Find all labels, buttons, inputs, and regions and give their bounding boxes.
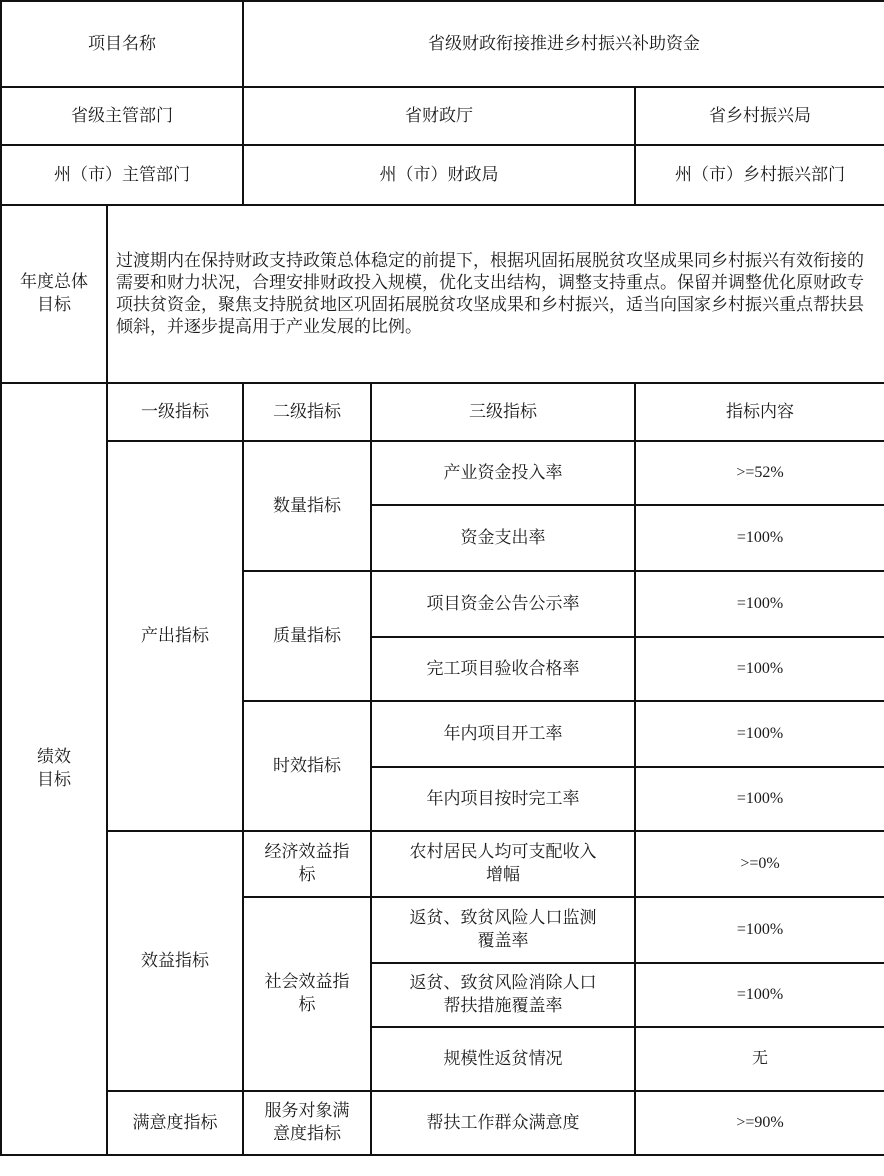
col-level3-header: 三级指标 bbox=[371, 383, 635, 441]
col-content-header: 指标内容 bbox=[635, 383, 884, 441]
timeliness-indicator-label: 时效指标 bbox=[243, 701, 371, 831]
provincial-dept-rural: 省乡村振兴局 bbox=[635, 87, 884, 145]
provincial-dept-label: 省级主管部门 bbox=[1, 87, 243, 145]
col-level2-header: 二级指标 bbox=[243, 383, 371, 441]
economic-benefit-label: 经济效益指 标 bbox=[243, 831, 371, 897]
indicator-value: >=52% bbox=[635, 441, 884, 505]
provincial-dept-finance: 省财政厅 bbox=[243, 87, 635, 145]
indicator-name: 规模性返贫情况 bbox=[371, 1027, 635, 1091]
indicator-value: =100% bbox=[635, 637, 884, 701]
annual-goal-text: 过渡期内在保持财政支持政策总体稳定的前提下，根据巩固拓展脱贫攻坚成果同乡村振兴有效衔接的需要和财力状况，合理安排财政投入规模，优化支出结构，调整支持重点。保留并调整优化原财政专项扶贫资金，聚焦支持脱贫地区巩固拓展脱贫攻坚成果和乡村振兴，适当向国家乡村振兴重点帮扶县倾斜，并逐步提高用于产业发展的比例。 bbox=[107, 205, 884, 383]
indicator-value: =100% bbox=[635, 571, 884, 637]
indicator-value: >=0% bbox=[635, 831, 884, 897]
indicator-name: 农村居民人均可支配收入 增幅 bbox=[371, 831, 635, 897]
indicator-name: 资金支出率 bbox=[371, 505, 635, 571]
indicator-name: 项目资金公告公示率 bbox=[371, 571, 635, 637]
satisfaction-indicator-label: 满意度指标 bbox=[107, 1091, 243, 1155]
performance-goal-label: 绩效 目标 bbox=[1, 383, 107, 1155]
indicator-name: 返贫、致贫风险消除人口 帮扶措施覆盖率 bbox=[371, 963, 635, 1027]
indicator-name: 年内项目开工率 bbox=[371, 701, 635, 767]
indicator-name: 年内项目按时完工率 bbox=[371, 767, 635, 831]
indicator-value: =100% bbox=[635, 897, 884, 963]
prefecture-dept-label: 州（市）主管部门 bbox=[1, 145, 243, 205]
indicator-value: =100% bbox=[635, 701, 884, 767]
indicator-value: =100% bbox=[635, 767, 884, 831]
indicator-name: 帮扶工作群众满意度 bbox=[371, 1091, 635, 1155]
col-level1-header: 一级指标 bbox=[107, 383, 243, 441]
indicator-name: 完工项目验收合格率 bbox=[371, 637, 635, 701]
project-name-value: 省级财政衔接推进乡村振兴补助资金 bbox=[243, 1, 884, 87]
indicator-value: >=90% bbox=[635, 1091, 884, 1155]
benefit-indicator-label: 效益指标 bbox=[107, 831, 243, 1091]
annual-goal-label: 年度总体 目标 bbox=[1, 205, 107, 383]
indicator-value: 无 bbox=[635, 1027, 884, 1091]
service-satisfaction-label: 服务对象满 意度指标 bbox=[243, 1091, 371, 1155]
prefecture-dept-finance: 州（市）财政局 bbox=[243, 145, 635, 205]
indicator-name: 产业资金投入率 bbox=[371, 441, 635, 505]
indicator-value: =100% bbox=[635, 963, 884, 1027]
prefecture-dept-rural: 州（市）乡村振兴部门 bbox=[635, 145, 884, 205]
social-benefit-label: 社会效益指 标 bbox=[243, 897, 371, 1091]
quantity-indicator-label: 数量指标 bbox=[243, 441, 371, 571]
indicator-value: =100% bbox=[635, 505, 884, 571]
project-name-label: 项目名称 bbox=[1, 1, 243, 87]
output-indicator-label: 产出指标 bbox=[107, 441, 243, 831]
quality-indicator-label: 质量指标 bbox=[243, 571, 371, 701]
indicator-name: 返贫、致贫风险人口监测 覆盖率 bbox=[371, 897, 635, 963]
